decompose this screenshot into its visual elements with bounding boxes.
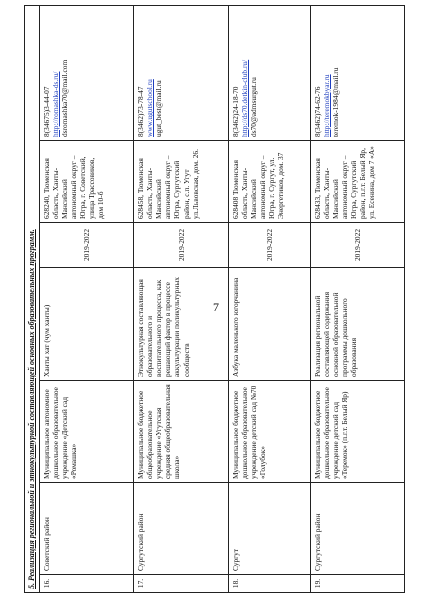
program-cell: Этнокультурная составляющая образовательного и воспитательного процесса, как решающий фактор в процессе аккультурации поликультурных сообществ xyxy=(134,268,228,381)
table-row xyxy=(134,6,228,593)
email-address[interactable]: ds70@admsurgut.ru xyxy=(248,77,258,137)
table-row xyxy=(40,6,134,593)
years-cell: 2019-2022 xyxy=(134,223,228,268)
contacts-cell xyxy=(40,6,134,141)
email-address[interactable]: dsromashka70@mail.com xyxy=(60,59,70,137)
email-address[interactable]: ugut_best@mail.ru xyxy=(154,80,164,137)
section-header-row xyxy=(25,6,40,593)
table-row xyxy=(228,6,310,593)
district-cell: Советский район xyxy=(40,483,134,575)
row-number: 17. xyxy=(134,575,228,593)
row-number: 18. xyxy=(228,575,310,593)
website-link[interactable]: http://teremokbyar.ru xyxy=(321,74,331,137)
phone-number: 8(34675)3-44-07 xyxy=(42,86,51,137)
website-link[interactable]: http://romashka-ds.ru/ xyxy=(51,71,61,137)
institution-cell: Муниципальное бюджетное дошкольное образовательное учреждение детский сад «Теремок» (п.г.т. Белый Яр) xyxy=(310,381,404,483)
district-cell: Сургутский район xyxy=(134,483,228,575)
table-frame xyxy=(24,6,405,593)
program-cell: Ханты хат (чум ханты) xyxy=(40,268,134,381)
row-number: 16. xyxy=(40,575,134,593)
contacts-cell xyxy=(310,6,404,141)
program-cell: Реализация региональной составляющей содержания основной образовательной программы дошкольного образования xyxy=(310,268,404,381)
years-cell: 2019-2022 xyxy=(310,223,404,268)
section-title: 5. Реализация региональной и этнокультурной составляющей основных образовательных программ. xyxy=(25,6,40,593)
district-cell: Сургут xyxy=(228,483,310,575)
years-cell: 2019-2022 xyxy=(228,223,310,268)
rotated-table-container xyxy=(24,6,405,593)
contacts-cell xyxy=(228,6,310,141)
years-cell: 2019-2022 xyxy=(40,223,134,268)
address-cell: 628433, Тюменская область, Ханты-Мансийский автономный округ – Югра, Сургутский район, п.г.т. Белый Яр, ул. Есенина, дом 7 «А» xyxy=(310,141,404,223)
address-cell: 628240, Тюменская область, Ханты-Мансийский автономный округ – Югра, г. Советский, улица Трассовиков, дом 10-б xyxy=(40,141,134,223)
program-cell: Азбука маленького югорчанина xyxy=(228,268,310,381)
phone-number: 8(3462)74-62-76 xyxy=(312,86,322,137)
row-number: 19. xyxy=(310,575,404,593)
website-link[interactable]: http://ds70.detkin-club.ru/ xyxy=(239,59,249,137)
phone-number: 8(3462)24-18-70 xyxy=(230,86,240,137)
contacts-cell xyxy=(134,6,228,141)
table-row xyxy=(310,6,404,593)
website-link[interactable]: www.ugutschool.ru xyxy=(145,79,155,137)
phone-number: 8(3462)73-78-47 xyxy=(136,86,146,137)
address-cell: 628408 Тюменская область, Ханты-Мансийский автономный округ – Югра, г. Сургут, ул. Энергетиков, дом. 37 xyxy=(228,141,310,223)
page-number: 7 xyxy=(213,300,219,314)
institution-cell: Муниципальное бюджетное дошкольное образовательное учреждение детский сад №70 «Голубок» xyxy=(228,381,310,483)
institution-cell: Муниципальное бюджетное общеобразовательное учреждение «Угутская средняя общеобразовательная школа» xyxy=(134,381,228,483)
email-address[interactable]: teremok-1984@mail.ru xyxy=(330,67,340,137)
address-cell: 628458, Тюменская область, Ханты-Мансийский автономный округ – Югра, Сургутский район, с.п. Угут ул.Львовская, дом. 26. xyxy=(134,141,228,223)
programs-table xyxy=(24,5,405,593)
district-cell: Сургутский район xyxy=(310,483,404,575)
institution-cell: Муниципальное автономное дошкольное образовательное учреждение «Детский сад «Ромашка» xyxy=(40,381,134,483)
